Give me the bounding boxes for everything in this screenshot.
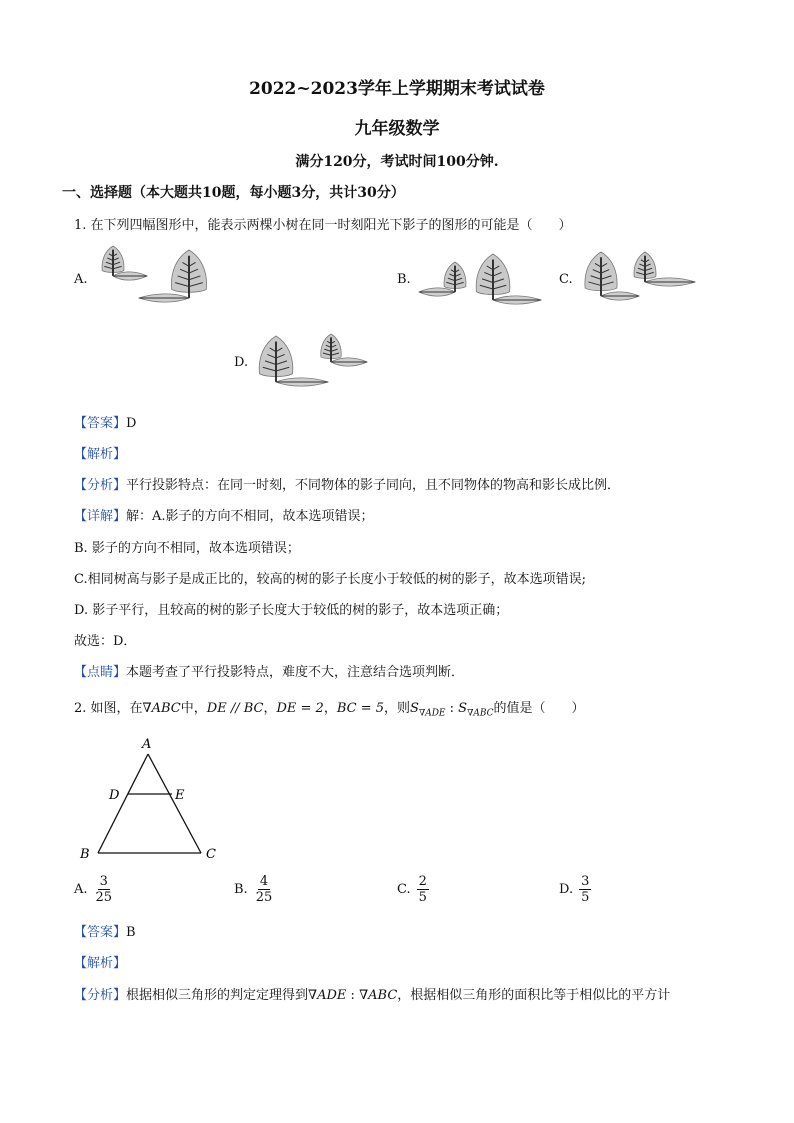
q1-option-d-figure <box>254 330 374 400</box>
q2-option-b-label: B. <box>234 882 248 897</box>
q2-stem <box>74 697 585 719</box>
q1-option-c-figure <box>578 246 703 311</box>
q2-option-d-num: 3 <box>581 874 590 889</box>
a-large-shadow-icon <box>139 294 189 302</box>
q1-answer-line <box>74 412 136 431</box>
exam-info: 满分120分，考试时间100分钟. <box>295 154 499 170</box>
q2-option-a-fraction <box>94 874 115 905</box>
q2-option-d-fraction <box>579 874 591 905</box>
q2-option-d <box>559 874 591 905</box>
a-small-shadow-icon <box>113 272 147 280</box>
q1-xiangjie-text: 解：A.影子的方向不相同，故本选项错误； <box>126 509 374 524</box>
q1-analysis-line <box>74 443 126 462</box>
q2-option-c-num: 2 <box>418 874 427 889</box>
q2-sep1: ， <box>263 701 277 716</box>
q1-option-b-label: B. <box>397 272 411 287</box>
q2-ratio-s1: S <box>410 701 419 716</box>
q2-label-c: C <box>206 847 216 862</box>
q2-fenxi-part2: ，根据相似三角形的面积比等于相似比的平方计 <box>397 988 671 1003</box>
q2-stem-prefix: 2. 如图，在 <box>74 701 143 716</box>
q2-analysis-tag: 【解析】 <box>74 956 127 971</box>
q1-xiangjie-tag: 【详解】 <box>74 509 127 524</box>
q2-option-c <box>397 874 429 905</box>
subject-title: 九年级数学 <box>354 119 440 139</box>
b-large-tree-icon <box>476 254 510 300</box>
q2-option-b <box>234 874 274 905</box>
q2-answer-value: B <box>126 925 136 940</box>
q1-dianjing-line <box>74 661 464 680</box>
d-large-shadow-icon <box>276 378 328 386</box>
exam-title: 2022~2023学年上学期期末考试试卷 <box>249 79 545 99</box>
d-small-tree-icon <box>321 334 341 362</box>
q1-option-b-figure <box>415 246 545 306</box>
q2-fenxi-sim2: ∇ABC <box>359 988 398 1003</box>
q2-triangle-abc: ∇ABC <box>142 701 181 716</box>
q1-fenxi-line <box>74 474 620 493</box>
q2-side-ac <box>148 754 201 853</box>
d-large-tree-icon <box>259 336 293 382</box>
q1-dianjing-tag: 【点睛】 <box>74 665 127 680</box>
q2-fenxi-sim1: ∇ADE <box>308 988 347 1003</box>
q2-cond-parallel: DE // BC <box>206 701 264 716</box>
q2-option-a <box>74 874 114 905</box>
q2-option-a-label: A. <box>74 882 88 897</box>
q2-option-d-label: D. <box>559 882 574 897</box>
q1-analysis-tag: 【解析】 <box>74 447 127 462</box>
c-small-shadow-icon <box>645 278 695 286</box>
q2-option-b-den: 25 <box>255 890 273 905</box>
q1-fenxi-tag: 【分析】 <box>74 478 127 493</box>
q1-option-a-figure <box>96 240 216 315</box>
q2-side-ab <box>98 754 148 853</box>
q1-line-c: C.相同树高与影子是成正比的，较高的树的影子长度小于较低的树的影子，故本选项错误; <box>74 572 586 587</box>
q1-answer-value: D <box>126 416 137 431</box>
q1-line-d: D. 影子平行，且较高的树的影子长度大于较低的树的影子，故本选项正确； <box>74 603 509 618</box>
q2-analysis-line <box>74 952 126 971</box>
q2-label-d: D <box>109 788 120 803</box>
q1-fenxi-text: 平行投影特点：在同一时刻，不同物体的影子同向，且不同物体的物高和影长成比例． <box>126 478 621 493</box>
q2-option-a-den: 25 <box>95 890 113 905</box>
q1-stem: 1. 在下列四幅图形中，能表示两棵小树在同一时刻阳光下影子的图形的可能是（ ） <box>74 218 572 233</box>
b-small-tree-icon <box>444 262 466 292</box>
c-large-tree-icon <box>585 252 617 296</box>
q2-label-a: A <box>142 737 152 752</box>
q2-option-b-num: 4 <box>259 874 269 889</box>
q1-dianjing-text: 本题考查了平行投影特点，难度不大，注意结合选项判断． <box>126 665 465 680</box>
q2-fenxi-tag: 【分析】 <box>74 988 127 1003</box>
q1-choose: 故选：D． <box>74 634 137 649</box>
q1-answer-tag: 【答案】 <box>74 416 127 431</box>
q2-answer-line <box>74 921 136 940</box>
q2-stem-mid1: 中， <box>180 701 207 716</box>
q2-option-c-den: 5 <box>418 890 427 905</box>
q1-line-b: B. 影子的方向不相同，故本选项错误； <box>74 541 300 556</box>
c-large-shadow-icon <box>601 292 639 300</box>
q2-answer-tag: 【答案】 <box>74 925 127 940</box>
q2-triangle-figure <box>78 736 228 864</box>
b-small-shadow-icon <box>419 288 455 296</box>
a-large-tree-icon <box>171 250 206 298</box>
q2-ratio-s2: S <box>458 701 468 716</box>
q2-option-d-den: 5 <box>581 890 590 905</box>
q2-label-b: B <box>80 847 90 862</box>
q1-xiangjie-line <box>74 505 374 524</box>
q1-option-c-label: C. <box>559 272 573 287</box>
q1-option-d-label: D. <box>234 355 249 370</box>
q2-option-c-label: C. <box>397 882 411 897</box>
q2-sep2: ， <box>323 701 337 716</box>
q2-ratio-colon: : <box>445 701 459 716</box>
q2-label-e: E <box>175 788 185 803</box>
q2-ratio-sub2: ∇ABC <box>467 708 494 719</box>
q1-option-a-label: A. <box>74 272 88 287</box>
q2-option-a-num: 3 <box>99 874 108 889</box>
q2-ratio-sub1: ∇ADE <box>418 708 446 719</box>
q2-stem-mid2: ，则 <box>384 701 411 716</box>
a-small-tree-icon <box>102 246 124 276</box>
q2-fenxi-line <box>74 984 670 1003</box>
q2-option-c-fraction <box>417 874 429 905</box>
c-small-tree-icon <box>634 252 656 282</box>
section-heading: 一、选择题（本大题共10题，每小题3分，共计30分） <box>62 185 405 201</box>
q2-fenxi-sim-sep: : <box>346 988 360 1003</box>
q2-cond-bc: BC = 5 <box>336 701 385 716</box>
b-large-shadow-icon <box>493 296 541 304</box>
q2-stem-suffix: 的值是（ ） <box>493 701 585 716</box>
d-small-shadow-icon <box>331 358 367 366</box>
q2-cond-de: DE = 2 <box>276 701 324 716</box>
q2-option-b-fraction <box>254 874 275 905</box>
q2-fenxi-part1: 根据相似三角形的判定定理得到 <box>126 988 309 1003</box>
